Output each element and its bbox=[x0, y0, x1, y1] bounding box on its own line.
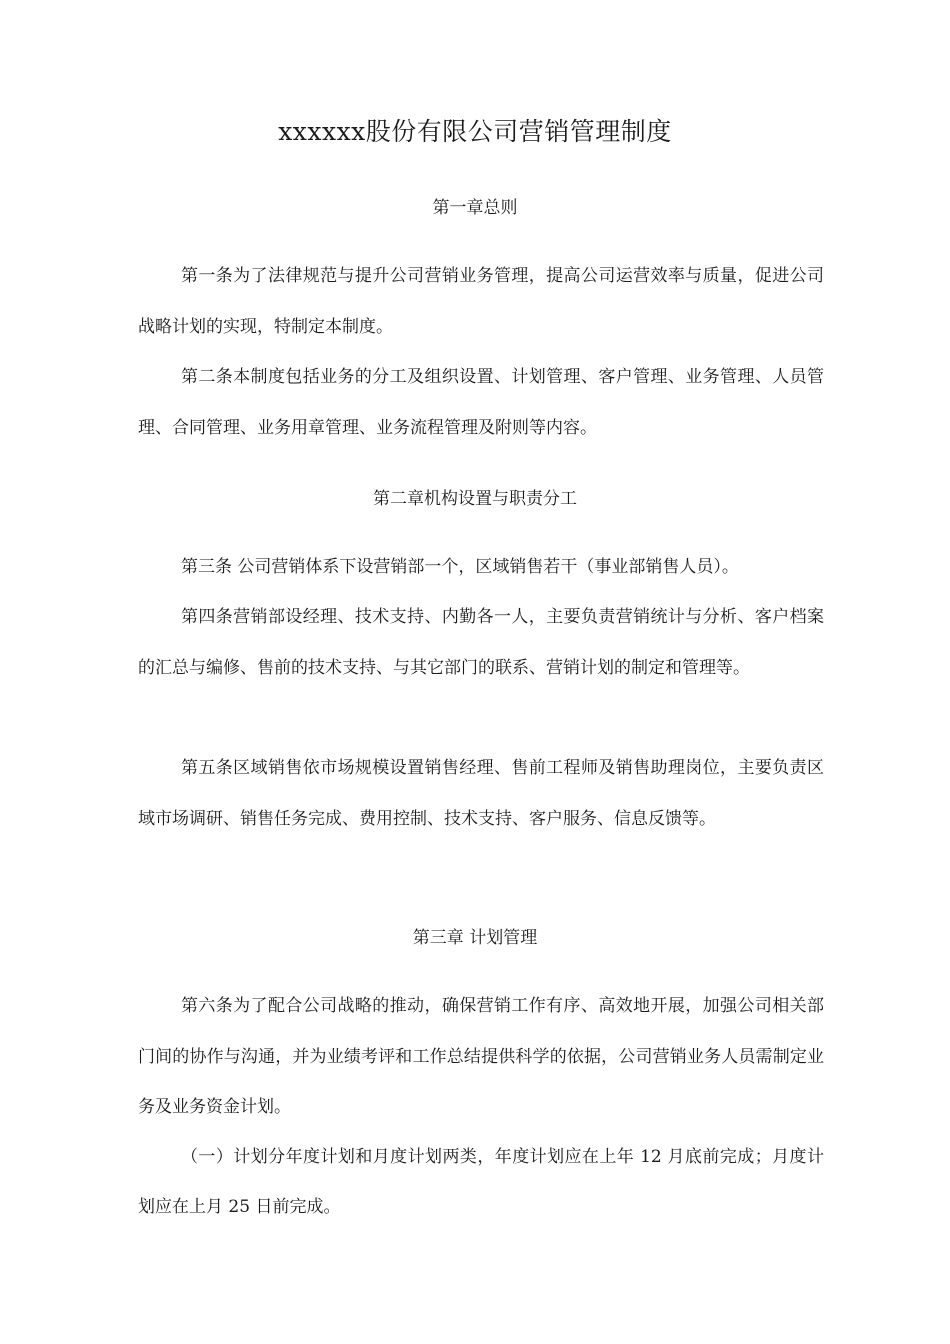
article-5: 第五条区域销售依市场规模设置销售经理、售前工程师及销售助理岗位，主要负责区域市场调研、销售任务完成、费用控制、技术支持、客户服务、信息反馈等。 bbox=[138, 758, 824, 829]
chapter-1-heading: 第一章总则 bbox=[432, 198, 518, 218]
article-6-item-1: （一）计划分年度计划和月度计划两类，年度计划应在上年 12 月底前完成；月度计划应在上月 25 日前完成。 bbox=[138, 1147, 824, 1217]
article-6: 第六条为了配合公司战略的推动，确保营销工作有序、高效地开展，加强公司相关部门间的协作与沟通，并为业绩考评和工作总结提供科学的依据，公司营销业务人员需制定业务及业务资金计划。 bbox=[138, 996, 824, 1117]
article-1: 第一条为了法律规范与提升公司营销业务管理，提高公司运营效率与质量，促进公司战略计划的实现，特制定本制度。 bbox=[138, 266, 824, 337]
article-4: 第四条营销部设经理、技术支持、内勤各一人，主要负责营销统计与分析、客户档案的汇总与编修、售前的技术支持、与其它部门的联系、营销计划的制定和管理等。 bbox=[138, 607, 824, 678]
chapter-2-heading: 第二章机构设置与职责分工 bbox=[373, 489, 577, 509]
document-title: xxxxxx股份有限公司营销管理制度 bbox=[278, 117, 672, 146]
article-3: 第三条 公司营销体系下设营销部一个，区域销售若干（事业部销售人员）。 bbox=[181, 557, 739, 577]
chapter-3-heading: 第三章 计划管理 bbox=[412, 928, 538, 948]
article-2: 第二条本制度包括业务的分工及组织设置、计划管理、客户管理、业务管理、人员管理、合同管理、业务用章管理、业务流程管理及附则等内容。 bbox=[138, 367, 824, 438]
